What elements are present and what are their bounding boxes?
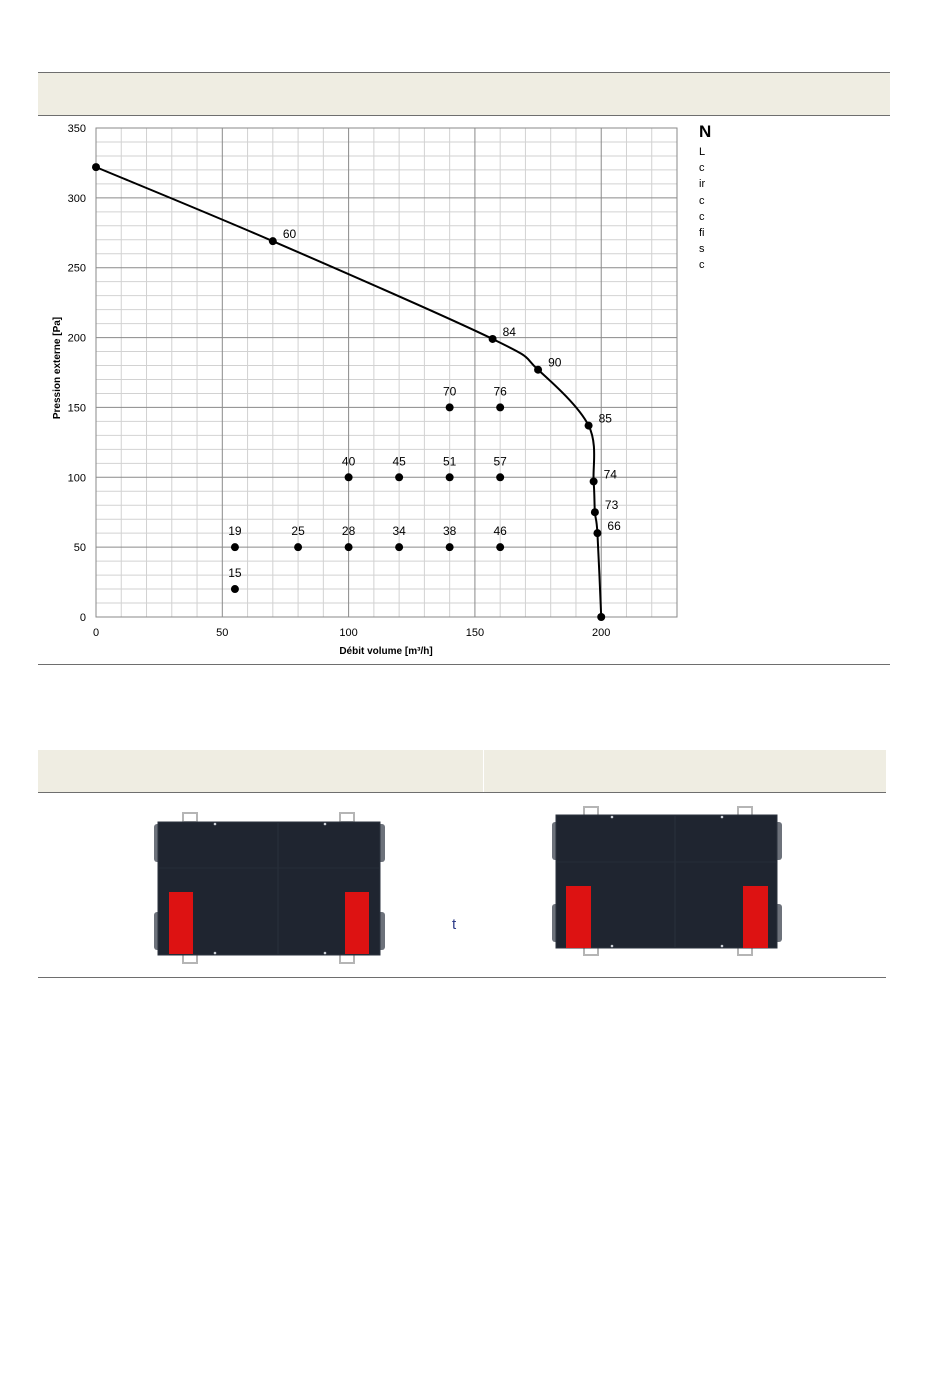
- top-header-band: [38, 73, 890, 115]
- curve-point-label: 73: [604, 498, 619, 513]
- x-tick-label: 0: [92, 627, 100, 639]
- x-tick-label: 150: [465, 627, 485, 639]
- operating-point: [395, 473, 403, 481]
- operating-point: [294, 543, 302, 551]
- side-panel-line: L: [699, 146, 706, 158]
- x-axis-label: Débit volume [m³/h]: [339, 646, 433, 657]
- operating-point-label: 19: [228, 524, 242, 539]
- curve-point: [585, 422, 593, 430]
- stray-text: t: [452, 916, 457, 933]
- y-tick-label: 250: [67, 262, 86, 275]
- curve-point-label: 74: [603, 467, 617, 482]
- operating-point: [345, 543, 353, 551]
- operating-point: [231, 585, 239, 593]
- operating-point: [446, 543, 454, 551]
- curve-point-label: 66: [607, 519, 621, 534]
- operating-point: [395, 543, 403, 551]
- curve-point: [591, 508, 599, 516]
- chart-grid: [96, 128, 677, 617]
- y-tick-label: 300: [67, 192, 86, 205]
- curve-point: [269, 237, 277, 245]
- side-panel-line: ir: [699, 178, 706, 191]
- operating-point: [231, 543, 239, 551]
- curve-point: [597, 613, 605, 621]
- side-panel-line: fi: [699, 226, 705, 239]
- plot-frame: [96, 128, 677, 617]
- y-tick-label: 350: [67, 123, 86, 135]
- side-panel-line: c: [699, 210, 705, 223]
- x-tick-label: 50: [216, 627, 229, 639]
- curve-point-label: 60: [282, 227, 297, 242]
- operating-point: [496, 473, 504, 481]
- operating-point-label: 34: [392, 524, 406, 539]
- side-panel-line: c: [699, 162, 705, 175]
- side-panel-line: c: [699, 194, 705, 207]
- side-panel-title: N: [699, 122, 712, 141]
- lower-section-bottom-rule: [38, 977, 886, 978]
- lower-band-divider: [483, 750, 484, 792]
- y-tick-label: 100: [67, 472, 86, 485]
- operating-points: [228, 384, 507, 593]
- y-tick-label: 150: [67, 402, 86, 415]
- top-band-bottom-rule: [38, 115, 890, 116]
- operating-point: [446, 473, 454, 481]
- operating-point-label: 40: [341, 454, 356, 469]
- curve-point: [534, 366, 542, 374]
- x-tick-label: 100: [339, 627, 358, 639]
- curve-point-label: 90: [548, 355, 562, 370]
- curve-point-label: 85: [598, 411, 612, 426]
- side-panel-line: s: [699, 243, 705, 256]
- lower-band-bottom-rule: [38, 792, 886, 793]
- operating-point: [496, 543, 504, 551]
- y-tick-label: 200: [67, 332, 86, 345]
- operating-point-label: 15: [228, 566, 242, 581]
- y-tick-label: 0: [79, 612, 86, 624]
- curve-point: [92, 163, 100, 171]
- curve-point: [593, 529, 601, 537]
- side-panel-line: c: [699, 259, 705, 272]
- side-panel-text: [699, 122, 713, 274]
- operating-point-label: 51: [442, 454, 457, 469]
- operating-point: [345, 473, 353, 481]
- y-axis-label: Pression externe [Pa]: [52, 316, 63, 420]
- pressure-flow-chart: [40, 118, 690, 660]
- unit-left-image: [150, 810, 390, 966]
- curve-point-label: 84: [502, 324, 516, 339]
- x-tick-label: 200: [592, 627, 611, 639]
- unit-right-image: [548, 804, 788, 960]
- curve-point: [590, 477, 598, 485]
- operating-point-label: 76: [493, 384, 507, 399]
- operating-point-label: 45: [392, 454, 406, 469]
- operating-point: [496, 403, 504, 411]
- operating-point-label: 57: [493, 454, 507, 469]
- operating-point-label: 28: [341, 524, 356, 539]
- operating-point: [446, 403, 454, 411]
- operating-point-label: 38: [442, 524, 457, 539]
- lower-header-band: [38, 750, 886, 792]
- chart-section-bottom-rule: [38, 664, 890, 665]
- curve-point: [489, 335, 497, 343]
- y-tick-label: 50: [73, 542, 86, 555]
- operating-point-label: 70: [442, 384, 457, 399]
- operating-point-label: 25: [291, 524, 305, 539]
- operating-point-label: 46: [493, 524, 507, 539]
